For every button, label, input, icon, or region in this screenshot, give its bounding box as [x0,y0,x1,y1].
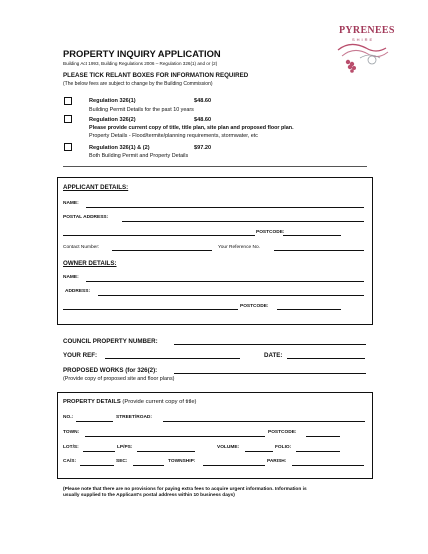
property-no-label: NO.: [63,415,74,420]
logo-name: PYRENEES [339,25,395,36]
option-fee: $48.60 [194,117,212,123]
property-parish-field[interactable] [292,465,364,466]
property-cas-field[interactable] [80,465,114,466]
proposed-works-field[interactable] [174,373,366,374]
fee-note: (The below fees are subject to change by the Building Commission) [63,81,213,87]
footer-note [63,487,373,499]
property-folio-field[interactable] [296,451,340,452]
applicant-heading: APPLICANT DETAILS: [63,184,129,191]
applicant-reference-label: Your Reference No. [218,245,260,250]
applicant-name-field[interactable] [86,207,364,208]
checkbox-reg-326-2[interactable] [64,115,72,123]
applicant-contact-field[interactable] [112,250,212,251]
owner-address-field-2[interactable] [63,309,238,310]
applicant-reference-field[interactable] [274,250,364,251]
property-no-field[interactable] [76,421,113,422]
applicant-postcode-field[interactable] [283,235,341,236]
property-parish-label: PARISH: [267,459,287,464]
applicant-postcode-label: POSTCODE: [256,230,285,235]
option-bold-line: Please provide current copy of title, title plan, site plan and proposed floor plan. [89,125,294,131]
option-line: Building Permit Details for the past 10 years [89,107,194,113]
applicant-contact-label: Contact Number: [63,245,100,250]
option-reg: Regulation 326(1) [89,98,136,104]
footer-line-1: (Please note that there are no provisions for paying extra fees to acquire urgent information. Information is [63,487,307,492]
property-folio-label: FOLIO: [275,445,292,450]
property-volume-field[interactable] [245,451,273,452]
property-heading [63,399,197,405]
your-ref-label: YOUR REF: [63,352,98,359]
instruction-heading: PLEASE TICK RELANT BOXES FOR INFORMATION REQUIRED [63,72,249,79]
footer-line-2: usually supplied to the Applicant's postal address within 10 business days) [63,493,235,498]
property-lots-field[interactable] [83,451,115,452]
option-line: Both Building Permit and Property Details [89,153,189,159]
property-street-label: STREET/ROAD: [116,415,152,420]
applicant-postal-field-2[interactable] [63,235,255,236]
checkbox-reg-326-1-2[interactable] [64,143,72,151]
divider [63,166,367,167]
property-heading-note: (Provide current copy of title) [122,399,197,405]
property-street-field[interactable] [163,421,365,422]
property-cas-label: CA/S: [63,459,77,464]
property-postcode-label: POSTCODE: [268,430,297,435]
owner-address-label: ADDRESS: [65,289,91,294]
checkbox-reg-326-1[interactable] [64,97,72,105]
owner-name-field[interactable] [86,281,364,282]
property-township-label: TOWNSHIP: [168,459,196,464]
date-field[interactable] [287,358,365,359]
council-number-label: COUNCIL PROPERTY NUMBER: [63,338,158,345]
property-lpps-field[interactable] [137,451,195,452]
applicant-owner-box [57,177,373,325]
property-sec-label: SEC: [116,459,128,464]
option-reg: Regulation 326(1) & (2) [89,145,150,151]
property-township-field[interactable] [203,465,265,466]
option-fee: $97.20 [194,145,212,151]
your-ref-field[interactable] [105,358,240,359]
property-postcode-field[interactable] [306,436,340,437]
date-label: DATE: [264,352,283,359]
council-number-field[interactable] [174,344,366,345]
property-town-field[interactable] [85,436,265,437]
option-reg: Regulation 326(2) [89,117,136,123]
option-fee: $48.60 [194,98,212,104]
applicant-postal-label: POSTAL ADDRESS: [63,215,109,220]
property-volume-label: VOLUME: [217,445,240,450]
property-sec-field[interactable] [133,465,164,466]
owner-postcode-field[interactable] [277,309,341,310]
property-lots-label: LOT/S: [63,445,79,450]
applicant-name-label: NAME: [63,201,79,206]
property-lpps-label: LP/PS: [117,445,133,450]
proposed-works-note: (Provide copy of proposed site and floor plans) [63,376,175,382]
owner-heading: OWNER DETAILS: [63,260,117,267]
owner-postcode-label: POSTCODE: [240,304,269,309]
owner-address-field[interactable] [98,295,364,296]
proposed-works-label: PROPOSED WORKS (for 326(2): [63,367,158,374]
applicant-postal-field[interactable] [122,221,364,222]
owner-name-label: NAME: [63,275,79,280]
page-subtitle: Building Act 1993, Building Regulations 2006 – Regulation 326(1) and or (2) [63,61,218,66]
page-title: PROPERTY INQUIRY APPLICATION [63,48,221,59]
logo-sub: SHIRE [352,37,375,42]
property-heading-title: PROPERTY DETAILS [63,399,121,405]
option-line: Property Details - Flood/termite/planning requirements, stormwater, etc [89,133,258,139]
property-town-label: TOWN: [63,430,80,435]
